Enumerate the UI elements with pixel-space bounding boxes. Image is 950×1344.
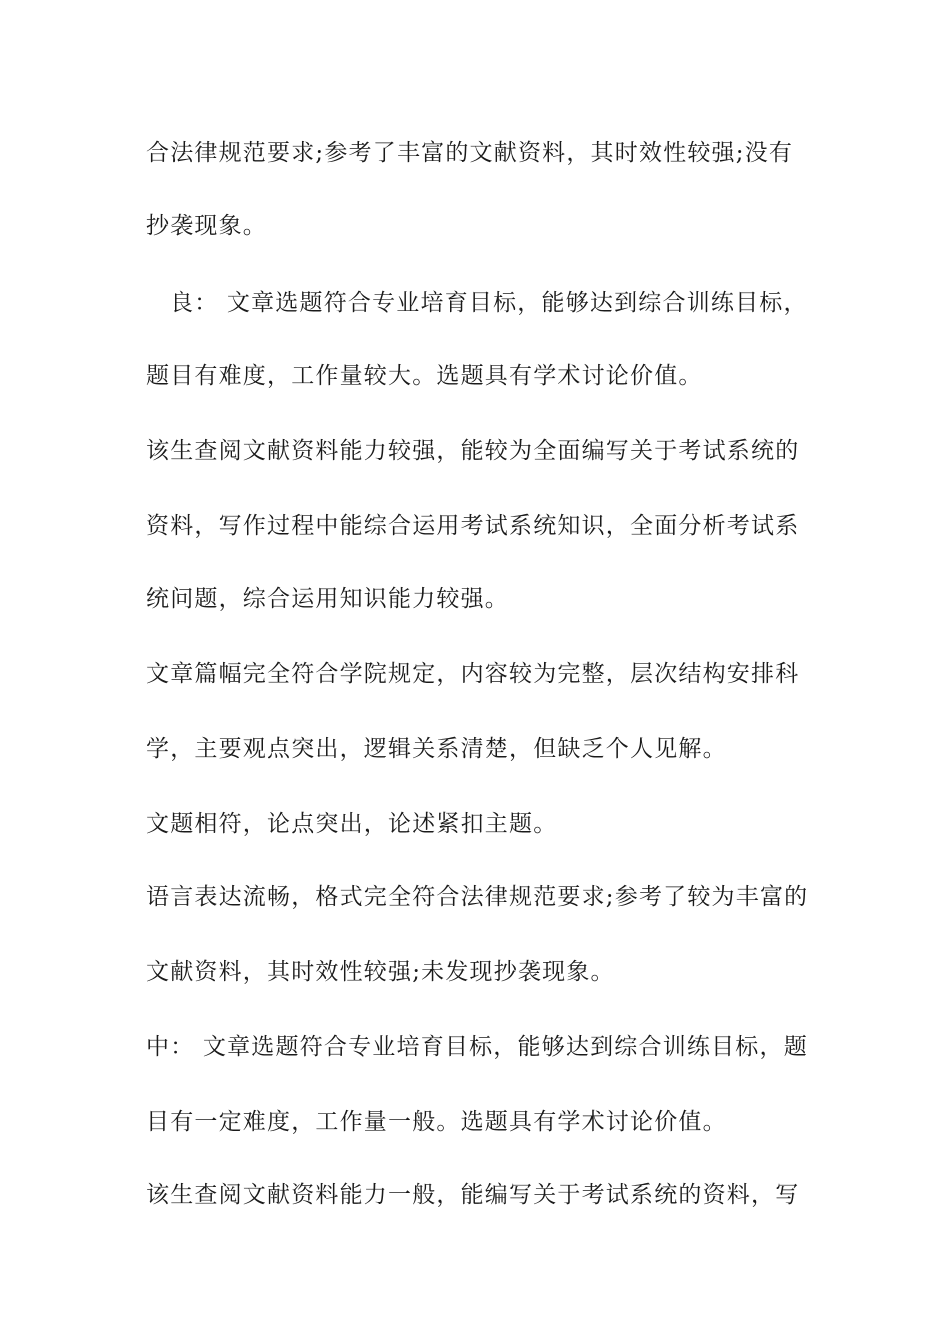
text-line: 文章篇幅完全符合学院规定，内容较为完整，层次结构安排科 xyxy=(146,661,800,687)
text-line: 该生查阅文献资料能力较强，能较为全面编写关于考试系统的 xyxy=(146,438,800,464)
text-line: 题目有难度，工作量较大。选题具有学术讨论价值。 xyxy=(146,363,703,389)
text-line: 抄袭现象。 xyxy=(146,213,267,239)
text-line: 文献资料，其时效性较强;未发现抄袭现象。 xyxy=(146,959,615,985)
text-line: 学，主要观点突出，逻辑关系清楚，但缺乏个人见解。 xyxy=(146,736,727,762)
text-line: 该生查阅文献资料能力一般，能编写关于考试系统的资料，写 xyxy=(146,1182,800,1208)
text-line: 资料，写作过程中能综合运用考试系统知识，全面分析考试系 xyxy=(146,513,800,539)
text-line: 合法律规范要求;参考了丰富的文献资料，其时效性较强;没有 xyxy=(146,140,794,166)
text-line: 语言表达流畅，格式完全符合法律规范要求;参考了较为丰富的 xyxy=(146,884,809,910)
text-line: 文题相符，论点突出，论述紧扣主题。 xyxy=(146,811,558,837)
text-line-grade-good: 良： 文章选题符合专业培育目标，能够达到综合训练目标， xyxy=(170,290,808,316)
text-line: 统问题，综合运用知识能力较强。 xyxy=(146,586,509,612)
text-line: 目有一定难度，工作量一般。选题具有学术讨论价值。 xyxy=(146,1109,727,1135)
text-line-grade-medium: 中： 文章选题符合专业培育目标，能够达到综合训练目标，题 xyxy=(146,1034,808,1060)
